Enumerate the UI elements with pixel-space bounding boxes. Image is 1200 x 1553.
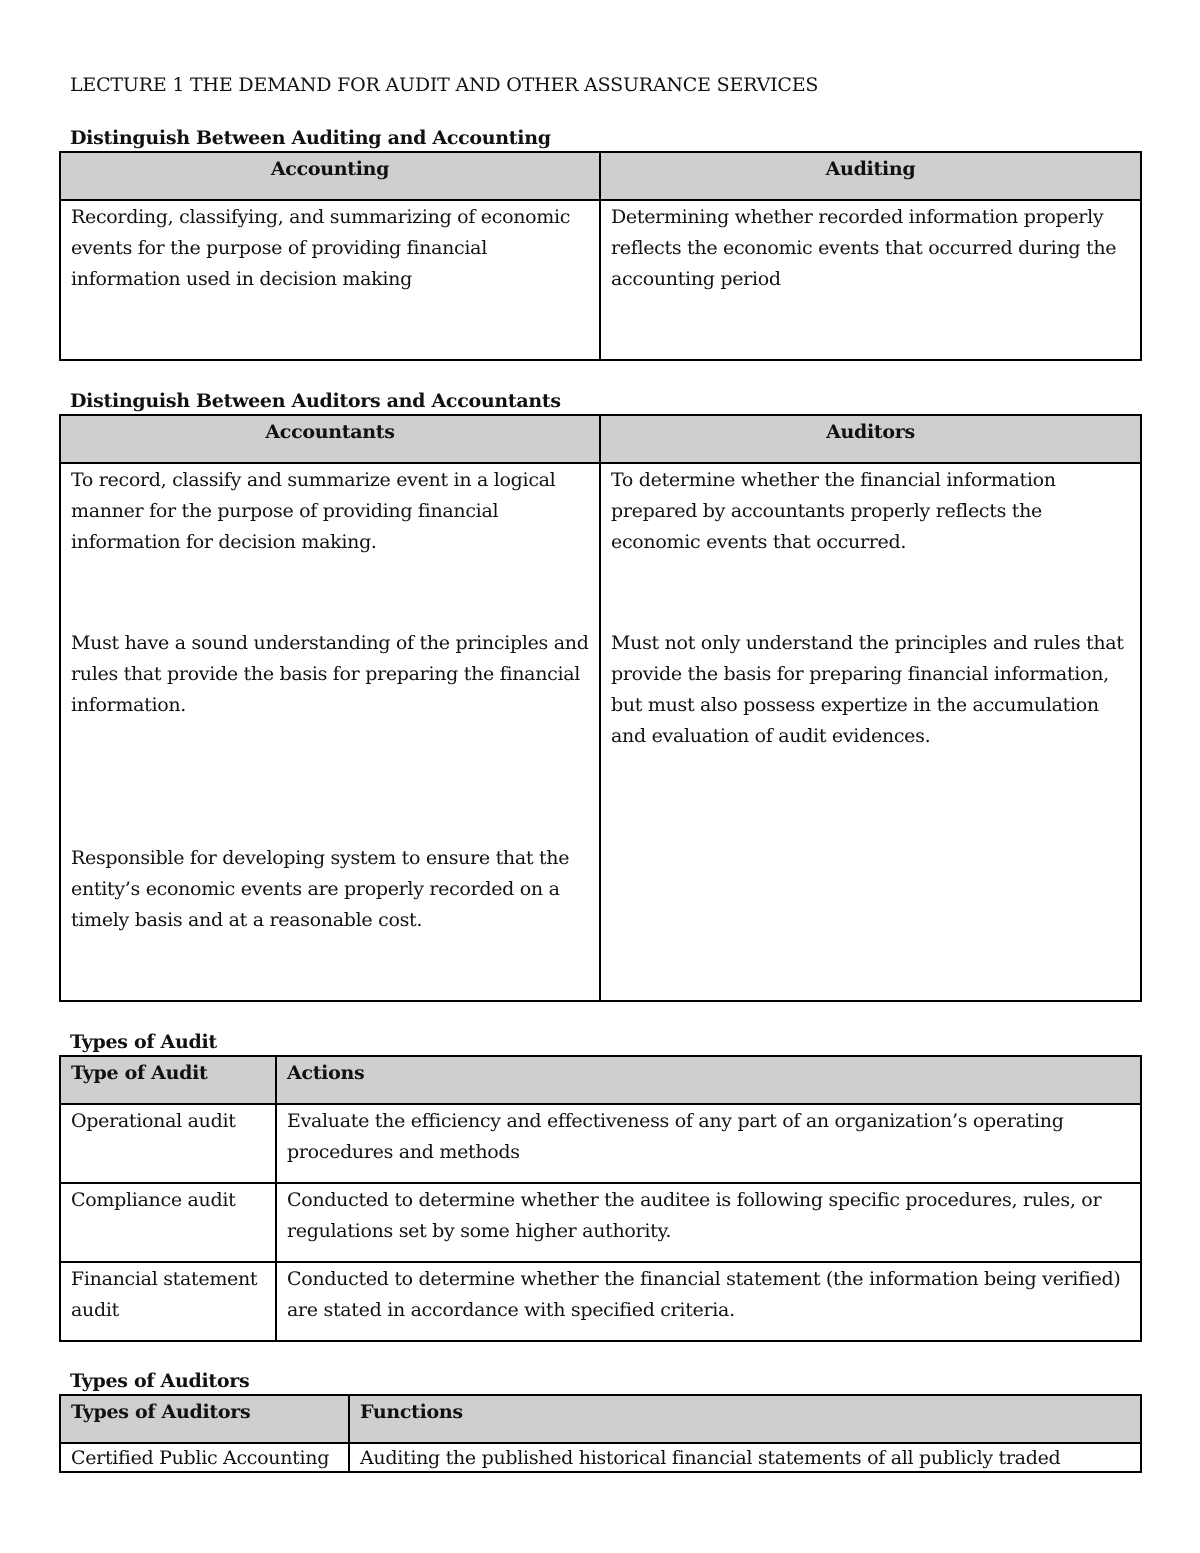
section-heading-auditors-vs-accountants: Distinguish Between Auditors and Accountants [70, 390, 561, 412]
cell-auditors-roles [600, 463, 1141, 1001]
cell-auditor-type: Certified Public Accounting [60, 1443, 349, 1472]
section-heading-auditing-vs-accounting: Distinguish Between Auditing and Accounting [70, 127, 551, 149]
auditors-role-expertise: Must not only understand the principles and rules that provide the basis for preparing financial information, but must also possess expertize in the accumulation and evaluation of audit evidences. [611, 632, 1124, 747]
table-row [60, 200, 1141, 360]
table-row [60, 1262, 1141, 1341]
column-header-auditing: Auditing [600, 152, 1141, 200]
column-header-types-of-auditors: Types of Auditors [60, 1395, 349, 1443]
table-types-of-auditors [59, 1394, 1142, 1473]
table-row [60, 1183, 1141, 1262]
table-row [60, 463, 1141, 1001]
cell-audit-type: Compliance audit [60, 1183, 276, 1262]
table-header-row [60, 152, 1141, 200]
table-header-row [60, 415, 1141, 463]
cell-accountants-roles [60, 463, 600, 1001]
cell-audit-action: Evaluate the efficiency and effectiveness of any part of an organization’s operating procedures and methods [276, 1104, 1141, 1183]
cell-accounting-definition: Recording, classifying, and summarizing of economic events for the purpose of providing financial information used in decision making [60, 200, 600, 360]
column-header-accounting: Accounting [60, 152, 600, 200]
cell-auditing-definition: Determining whether recorded information properly reflects the economic events that occurred during the accounting period [600, 200, 1141, 360]
accountants-role-understanding: Must have a sound understanding of the principles and rules that provide the basis for preparing the financial information. [71, 632, 589, 716]
cell-audit-action: Conducted to determine whether the auditee is following specific procedures, rules, or regulations set by some higher authority. [276, 1183, 1141, 1262]
column-header-functions: Functions [349, 1395, 1141, 1443]
table-header-row [60, 1395, 1141, 1443]
column-header-type-of-audit: Type of Audit [60, 1056, 276, 1104]
accountants-role-record: To record, classify and summarize event in a logical manner for the purpose of providing financial information for decision making. [71, 469, 556, 553]
table-types-of-audit [59, 1055, 1142, 1342]
document-title: LECTURE 1 THE DEMAND FOR AUDIT AND OTHER ASSURANCE SERVICES [70, 74, 819, 96]
section-heading-types-of-auditors: Types of Auditors [70, 1370, 250, 1392]
table-header-row [60, 1056, 1141, 1104]
table-row [60, 1443, 1141, 1472]
table-auditors-vs-accountants [59, 414, 1142, 1002]
section-heading-types-of-audit: Types of Audit [70, 1031, 217, 1053]
column-header-actions: Actions [276, 1056, 1141, 1104]
column-header-accountants: Accountants [60, 415, 600, 463]
table-row [60, 1104, 1141, 1183]
cell-audit-type: Financial statement audit [60, 1262, 276, 1341]
cell-auditor-function: Auditing the published historical financial statements of all publicly traded [349, 1443, 1141, 1472]
cell-audit-type: Operational audit [60, 1104, 276, 1183]
auditors-role-determine: To determine whether the financial information prepared by accountants properly reflects the economic events that occurred. [611, 469, 1056, 553]
table-auditing-vs-accounting [59, 151, 1142, 361]
accountants-role-system: Responsible for developing system to ensure that the entity’s economic events are properly recorded on a timely basis and at a reasonable cost. [71, 847, 570, 931]
cell-audit-action: Conducted to determine whether the financial statement (the information being verified) are stated in accordance with specified criteria. [276, 1262, 1141, 1341]
column-header-auditors: Auditors [600, 415, 1141, 463]
